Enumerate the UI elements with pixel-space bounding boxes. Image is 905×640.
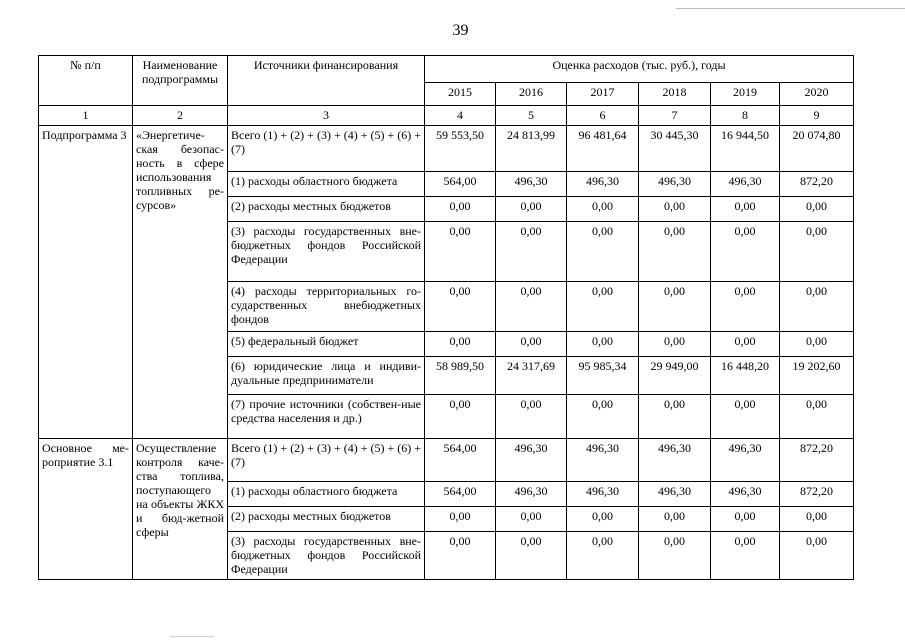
amount-cell: 0,00 bbox=[711, 197, 780, 222]
amount-cell: 95 985,34 bbox=[567, 357, 639, 395]
amount-cell: 0,00 bbox=[496, 332, 567, 357]
year-cell: 2017 bbox=[567, 83, 639, 106]
amount-cell: 0,00 bbox=[639, 507, 711, 532]
amount-cell: 564,00 bbox=[425, 172, 496, 197]
amount-cell: 0,00 bbox=[711, 282, 780, 332]
funding-source-cell: (2) расходы местных бюджетов bbox=[228, 507, 425, 532]
year-cell: 2020 bbox=[780, 83, 854, 106]
funding-source-cell: (1) расходы областного бюджета bbox=[228, 482, 425, 507]
amount-cell: 496,30 bbox=[639, 439, 711, 482]
amount-cell: 0,00 bbox=[711, 222, 780, 282]
amount-cell: 872,20 bbox=[780, 439, 854, 482]
amount-cell: 0,00 bbox=[496, 197, 567, 222]
year-cell: 2016 bbox=[496, 83, 567, 106]
amount-cell: 0,00 bbox=[496, 532, 567, 580]
amount-cell: 59 553,50 bbox=[425, 126, 496, 172]
funding-source-cell: (6) юридические лица и индиви-дуальные предприниматели bbox=[228, 357, 425, 395]
amount-cell: 0,00 bbox=[639, 395, 711, 439]
group-number-cell: Подпрограмма 3 bbox=[39, 126, 133, 439]
top-edge-rule bbox=[676, 8, 905, 9]
amount-cell: 496,30 bbox=[496, 439, 567, 482]
amount-cell: 872,20 bbox=[780, 172, 854, 197]
amount-cell: 0,00 bbox=[711, 507, 780, 532]
amount-cell: 0,00 bbox=[425, 532, 496, 580]
amount-cell: 29 949,00 bbox=[639, 357, 711, 395]
funding-source-cell: Всего (1) + (2) + (3) + (4) + (5) + (6) + (7) bbox=[228, 126, 425, 172]
year-cell: 2015 bbox=[425, 83, 496, 106]
index-cell: 9 bbox=[780, 106, 854, 126]
amount-cell: 20 074,80 bbox=[780, 126, 854, 172]
amount-cell: 0,00 bbox=[425, 222, 496, 282]
group-number-cell: Основное ме-роприятие 3.1 bbox=[39, 439, 133, 580]
amount-cell: 0,00 bbox=[639, 282, 711, 332]
index-cell: 1 bbox=[39, 106, 133, 126]
amount-cell: 0,00 bbox=[639, 197, 711, 222]
amount-cell: 564,00 bbox=[425, 482, 496, 507]
amount-cell: 0,00 bbox=[425, 332, 496, 357]
amount-cell: 0,00 bbox=[496, 395, 567, 439]
index-cell: 7 bbox=[639, 106, 711, 126]
amount-cell: 0,00 bbox=[567, 222, 639, 282]
amount-cell: 0,00 bbox=[567, 532, 639, 580]
year-cell: 2018 bbox=[639, 83, 711, 106]
amount-cell: 872,20 bbox=[780, 482, 854, 507]
financing-table bbox=[38, 55, 854, 580]
funding-source-cell: (2) расходы местных бюджетов bbox=[228, 197, 425, 222]
header-source: Источники финансирования bbox=[228, 56, 425, 106]
amount-cell: 0,00 bbox=[780, 395, 854, 439]
funding-source-cell: (5) федеральный бюджет bbox=[228, 332, 425, 357]
amount-cell: 19 202,60 bbox=[780, 357, 854, 395]
amount-cell: 0,00 bbox=[567, 282, 639, 332]
amount-cell: 496,30 bbox=[711, 172, 780, 197]
amount-cell: 496,30 bbox=[496, 172, 567, 197]
amount-cell: 0,00 bbox=[567, 395, 639, 439]
amount-cell: 96 481,64 bbox=[567, 126, 639, 172]
table-row bbox=[39, 439, 854, 482]
amount-cell: 0,00 bbox=[425, 395, 496, 439]
header-row bbox=[39, 56, 854, 83]
amount-cell: 0,00 bbox=[567, 507, 639, 532]
table-row bbox=[39, 126, 854, 172]
index-cell: 8 bbox=[711, 106, 780, 126]
funding-source-cell: (3) расходы государственных вне-бюджетных фондов Российской Федерации bbox=[228, 532, 425, 580]
amount-cell: 16 448,20 bbox=[711, 357, 780, 395]
amount-cell: 0,00 bbox=[639, 222, 711, 282]
amount-cell: 0,00 bbox=[639, 532, 711, 580]
funding-source-cell: (1) расходы областного бюджета bbox=[228, 172, 425, 197]
amount-cell: 0,00 bbox=[711, 532, 780, 580]
funding-source-cell: Всего (1) + (2) + (3) + (4) + (5) + (6) + (7) bbox=[228, 439, 425, 482]
amount-cell: 496,30 bbox=[496, 482, 567, 507]
amount-cell: 0,00 bbox=[567, 332, 639, 357]
funding-source-cell: (7) прочие источники (собствен-ные средства населения и др.) bbox=[228, 395, 425, 439]
amount-cell: 0,00 bbox=[780, 532, 854, 580]
year-cell: 2019 bbox=[711, 83, 780, 106]
amount-cell: 496,30 bbox=[711, 482, 780, 507]
amount-cell: 0,00 bbox=[425, 282, 496, 332]
amount-cell: 0,00 bbox=[425, 507, 496, 532]
amount-cell: 0,00 bbox=[711, 332, 780, 357]
group-name-cell: Осуществление контроля каче-ства топлива, поступающего на объекты ЖКХ и бюд-жетной сферы bbox=[133, 439, 228, 580]
header-num: № п/п bbox=[39, 56, 133, 106]
index-cell: 2 bbox=[133, 106, 228, 126]
amount-cell: 0,00 bbox=[780, 332, 854, 357]
page-number: 39 bbox=[452, 22, 469, 39]
group-name-cell: «Энергетиче-ская безопас-ность в сфере использования топливных ре-сурсов» bbox=[133, 126, 228, 439]
amount-cell: 0,00 bbox=[639, 332, 711, 357]
amount-cell: 58 989,50 bbox=[425, 357, 496, 395]
amount-cell: 496,30 bbox=[639, 482, 711, 507]
amount-cell: 30 445,30 bbox=[639, 126, 711, 172]
index-row bbox=[39, 106, 854, 126]
index-cell: 4 bbox=[425, 106, 496, 126]
amount-cell: 24 813,99 bbox=[496, 126, 567, 172]
amount-cell: 496,30 bbox=[711, 439, 780, 482]
funding-source-cell: (4) расходы территориальных го-сударственных внебюджетных фондов bbox=[228, 282, 425, 332]
index-cell: 3 bbox=[228, 106, 425, 126]
amount-cell: 0,00 bbox=[496, 222, 567, 282]
amount-cell: 0,00 bbox=[780, 222, 854, 282]
amount-cell: 24 317,69 bbox=[496, 357, 567, 395]
amount-cell: 496,30 bbox=[567, 439, 639, 482]
amount-cell: 496,30 bbox=[567, 172, 639, 197]
amount-cell: 0,00 bbox=[780, 197, 854, 222]
amount-cell: 496,30 bbox=[567, 482, 639, 507]
amount-cell: 0,00 bbox=[567, 197, 639, 222]
header-estimate: Оценка расходов (тыс. руб.), годы bbox=[425, 56, 854, 83]
funding-source-cell: (3) расходы государственных вне-бюджетных фондов Российской Федерации bbox=[228, 222, 425, 282]
bottom-scan-mark bbox=[170, 636, 214, 637]
amount-cell: 0,00 bbox=[496, 507, 567, 532]
amount-cell: 0,00 bbox=[780, 507, 854, 532]
index-cell: 5 bbox=[496, 106, 567, 126]
amount-cell: 0,00 bbox=[780, 282, 854, 332]
amount-cell: 0,00 bbox=[496, 282, 567, 332]
amount-cell: 0,00 bbox=[425, 197, 496, 222]
amount-cell: 564,00 bbox=[425, 439, 496, 482]
index-cell: 6 bbox=[567, 106, 639, 126]
amount-cell: 496,30 bbox=[639, 172, 711, 197]
header-name: Наименование подпрограммы bbox=[133, 56, 228, 106]
amount-cell: 16 944,50 bbox=[711, 126, 780, 172]
amount-cell: 0,00 bbox=[711, 395, 780, 439]
